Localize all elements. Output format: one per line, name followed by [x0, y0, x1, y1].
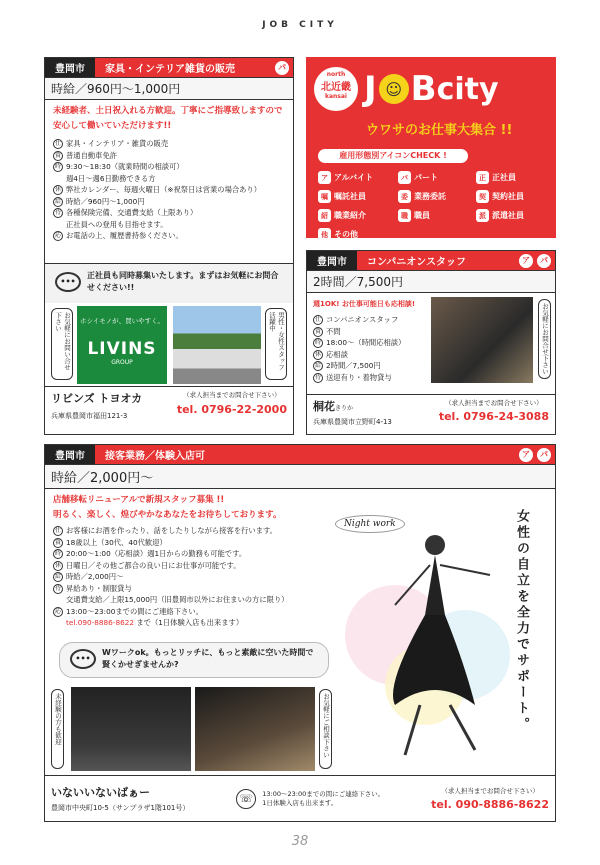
detail-icon: 応 [54, 607, 61, 615]
tag-top: north [326, 71, 346, 78]
legend-item [318, 209, 366, 222]
category-label [95, 445, 555, 464]
legend-item [398, 209, 430, 222]
area-label: 豊岡市 [45, 58, 95, 77]
detail-icon: 時 [54, 163, 61, 171]
detail-row [53, 537, 327, 549]
card-header [45, 445, 555, 465]
legend-item [398, 171, 438, 184]
bubble-text: 正社員も同時募集いたします。まずはお気軽にお問合せください!! [87, 271, 279, 292]
detail-row [53, 207, 285, 219]
legend-label: 職業紹介 [334, 211, 366, 220]
phone-note-2: 1日体験入店も出来ます。 [262, 798, 338, 807]
detail-text: 昇給あり・制服貸与 [66, 583, 132, 593]
legend-item [476, 209, 524, 222]
legend-mark: 他 [318, 228, 331, 241]
detail-row [53, 583, 327, 595]
detail-icon: 休 [54, 186, 61, 194]
detail-row [53, 571, 327, 583]
side-note-right: お気軽にお問合せ下さい [538, 299, 551, 379]
legend-label: 職員 [414, 211, 430, 220]
legend-label: その他 [334, 230, 358, 239]
detail-text: 普通自動車免許 [66, 150, 118, 160]
detail-row [53, 606, 327, 618]
legend-mark: 紹 [318, 209, 331, 222]
speech-bubble-icon: ••• [70, 649, 96, 669]
detail-row [53, 230, 285, 242]
legend-label: 派遣社員 [492, 211, 524, 220]
tag-mid: 北近畿 [321, 82, 351, 93]
arbeit-badge: ア [519, 254, 533, 268]
detail-icon: 給 [314, 362, 321, 370]
night-work-label: Night work [335, 515, 405, 533]
detail-icon: 資 [314, 327, 321, 335]
detail-row [53, 173, 285, 185]
phone-number[interactable]: tel. 0796-24-3088 [438, 410, 549, 423]
detail-text: 応相談 [326, 349, 348, 359]
part-badge: パ [537, 254, 551, 268]
detail-icon: 仕 [54, 140, 61, 148]
logo-big-text: LIVINS [87, 339, 157, 359]
job-card-inaiinaibaa [44, 444, 556, 822]
detail-text: 家具・インテリア・雑貨の販売 [66, 139, 169, 148]
legend-item [318, 171, 373, 184]
detail-text: 13:00〜23:00までの間にご連絡下さい。 [66, 606, 203, 616]
detail-icon: 仕 [314, 316, 321, 324]
name-ruby: きりか [335, 405, 354, 412]
detail-text: お客様にお酒を作ったり、話をしたりしながら接客を行います。 [66, 526, 278, 535]
wage: 時給／960円〜1,000円 [45, 78, 293, 100]
wage: 2時間／7,500円 [307, 271, 555, 293]
detail-text: 18:00〜（時間応相談） [326, 338, 406, 347]
side-note-left: お気軽にお問い合せ下さい [51, 308, 73, 380]
detail-row [53, 548, 327, 560]
job-card-kirika [306, 250, 556, 435]
company-name [313, 398, 392, 414]
detail-text: 不問 [326, 326, 341, 336]
detail-text: 20:00〜1:00（応相談）週1日からの勤務も可能です。 [66, 549, 247, 558]
catch-line-2: 明るく、楽しく、煌びやかなあなたをお待ちしております。 [53, 510, 282, 520]
category-label [357, 251, 555, 270]
detail-icon: 給 [54, 197, 61, 205]
phone-number[interactable]: tel. 0796-22-2000 [176, 403, 287, 416]
job-card-livins [44, 57, 294, 435]
vertical-copy: 女性の自立を全力でサポート。 [514, 509, 529, 733]
legend-mark: 派 [476, 209, 489, 222]
arbeit-badge: ア [519, 448, 533, 462]
detail-icon: 応 [54, 232, 61, 240]
detail-row [53, 219, 285, 231]
name-text: 桐花 [313, 400, 335, 413]
category-label [95, 58, 293, 77]
detail-text: 送迎有り・着物貸与 [326, 372, 392, 382]
card-footer [45, 386, 293, 434]
logo-small-text: ホシイモノが、買いやすく。 [80, 317, 164, 325]
detail-text: 日曜日／その他ご都合の良い日にお仕事が可能です。 [66, 560, 241, 570]
detail-icon: 時 [54, 550, 61, 558]
dancer-illustration [325, 505, 525, 765]
legend-title: 雇用形態別アイコンCHECK ! [318, 149, 468, 163]
tag-bot: kansai [325, 93, 347, 100]
category-text: 家具・インテリア雑貨の販売 [105, 64, 235, 75]
detail-text: 18歳以上（30代、40代歓迎） [66, 537, 167, 547]
area-label: 豊岡市 [45, 445, 95, 464]
detail-text: 2時間／7,500円 [326, 361, 381, 370]
detail-icon: 待 [314, 373, 321, 381]
detail-icon: 待 [54, 209, 61, 217]
contact-tel[interactable]: tel.090-8886-8622 [66, 618, 135, 627]
detail-icon: 待 [54, 584, 61, 592]
legend-mark: パ [398, 171, 411, 184]
detail-row [53, 560, 327, 572]
legend-mark: 正 [476, 171, 489, 184]
catch-line-1: 店舗移転リニューアルで新規スタッフ募集 !! [53, 495, 225, 505]
legend-mark: 委 [398, 190, 411, 203]
detail-icon: 仕 [54, 527, 61, 535]
company-name: いないいないばぁー [51, 786, 150, 799]
detail-icon: 資 [54, 538, 61, 546]
detail-row [53, 184, 285, 196]
detail-text: 各種保険完備、交通費支給（上限あり） [66, 208, 198, 217]
category-text: 接客業務／体験入店可 [105, 451, 205, 462]
company-address: 豊岡市中央町10-5（サンプラザ1階101号） [51, 804, 190, 812]
company-address: 兵庫県豊岡市立野町4-13 [313, 418, 392, 426]
bar-counter-photo [195, 687, 315, 771]
jobcity-banner [306, 57, 556, 238]
company-address: 兵庫県豊岡市福田121-3 [51, 412, 128, 420]
catch-copy: 週1OK! お仕事可能日も応相談! [313, 300, 416, 308]
legend-label: 嘱託社員 [334, 192, 366, 201]
smiley-icon: ☺ [379, 74, 409, 104]
page-header: JOB CITY [262, 20, 338, 30]
detail-row [53, 150, 285, 162]
card-footer [307, 394, 555, 434]
company-name: リビンズ トヨオカ [51, 392, 143, 405]
detail-text: 交通費支給／上限15,000円（旧豊岡市以外にお住まいの方に限り） [66, 595, 289, 604]
contact-note: （求人担当までお問合せ下さい） [183, 391, 281, 399]
phone-note-1: 13:00〜23:00までの間にご連絡下さい。 [262, 789, 385, 798]
legend-item [476, 190, 524, 203]
card-header [45, 58, 293, 78]
bubble-row [45, 263, 293, 303]
detail-text: 弊社カレンダー、毎週火曜日（※祝祭日は営業の場合あり） [66, 185, 262, 194]
area-label: 豊岡市 [307, 251, 357, 270]
speech-bubble-icon: ••• [55, 272, 81, 292]
detail-row [53, 196, 285, 208]
legend-label: パート [414, 173, 438, 182]
job-details [45, 138, 293, 242]
page-number: 38 [291, 834, 309, 849]
detail-icon: 資 [54, 151, 61, 159]
category-text: コンパニオンスタッフ [367, 257, 466, 268]
phone-icon: ☏ [236, 789, 256, 809]
kimono-photo [431, 297, 533, 383]
legend-item [476, 171, 516, 184]
detail-row [53, 525, 327, 537]
store-photo [173, 306, 261, 384]
jobcity-tagline: ウワサのお仕事大集合 !! [366, 123, 513, 138]
detail-icon: 時 [314, 339, 321, 347]
contact-note: （求人担当までお問合せ下さい） [441, 787, 539, 795]
catch-copy: 未経験者、土日祝入れる方歓迎。丁寧にご指導致しますので安心して働いていただけます!! [53, 106, 283, 131]
phone-number[interactable]: tel. 090-8886-8622 [431, 798, 549, 811]
legend-mark: ア [318, 171, 331, 184]
legend-label: 契約社員 [492, 192, 524, 201]
detail-text: 時給／2,000円〜 [66, 572, 124, 581]
job-details [45, 525, 335, 617]
detail-icon: 休 [314, 350, 321, 358]
card-footer [45, 775, 555, 821]
detail-text: 時給／960円〜1,000円 [66, 196, 145, 206]
legend-item [318, 190, 366, 203]
detail-row [53, 138, 285, 150]
legend-label: 業務委託 [414, 192, 446, 201]
livins-logo [77, 306, 167, 384]
legend-mark: 嘱 [318, 190, 331, 203]
part-badge: パ [537, 448, 551, 462]
legend-item [398, 190, 446, 203]
phone-note-box [236, 789, 384, 809]
legend-item [318, 228, 358, 241]
legend-label: 正社員 [492, 173, 516, 182]
logo-group-text: GROUP [111, 359, 133, 366]
detail-text: お電話の上、履歴書持参ください。 [66, 231, 183, 240]
legend-label: アルバイト [334, 173, 374, 182]
detail-text: コンパニオンスタッフ [326, 315, 399, 324]
contact-note: （求人担当までお問合せ下さい） [445, 399, 543, 407]
bubble-row [59, 642, 329, 678]
card-header [307, 251, 555, 271]
contact-rest: まで（1日体験入店も出来ます） [134, 618, 244, 627]
detail-icon: 休 [54, 561, 61, 569]
side-note-right: 男性・女性スタッフ活躍中 [265, 308, 287, 380]
part-badge: パ [275, 61, 289, 75]
side-note-right: お気軽にご相談下さい [319, 689, 332, 769]
detail-row [53, 161, 285, 173]
detail-text: 正社員への登用も目指せます。 [66, 219, 168, 229]
logo-b: B [410, 69, 437, 109]
wage: 時給／2,000円〜 [45, 465, 555, 489]
side-note-left: 未経験の方も歓迎 [51, 689, 64, 769]
north-kansai-tag [314, 67, 358, 111]
bubble-text: Wワークok。もっとリッチに、もっと素敵に空いた時間で賢くかせぎませんか? [102, 648, 314, 669]
logo-city: city [436, 71, 499, 107]
entrance-photo [71, 687, 191, 771]
legend-mark: 契 [476, 190, 489, 203]
detail-row [53, 594, 327, 606]
jobcity-logo [364, 69, 499, 109]
legend-mark: 職 [398, 209, 411, 222]
detail-icon: 給 [54, 573, 61, 581]
detail-text: 9:30〜18:30（就業時間の相談可） [66, 162, 184, 171]
logo-j: J [364, 69, 377, 109]
detail-text: 週4日〜週6日勤務できる方 [66, 173, 156, 183]
